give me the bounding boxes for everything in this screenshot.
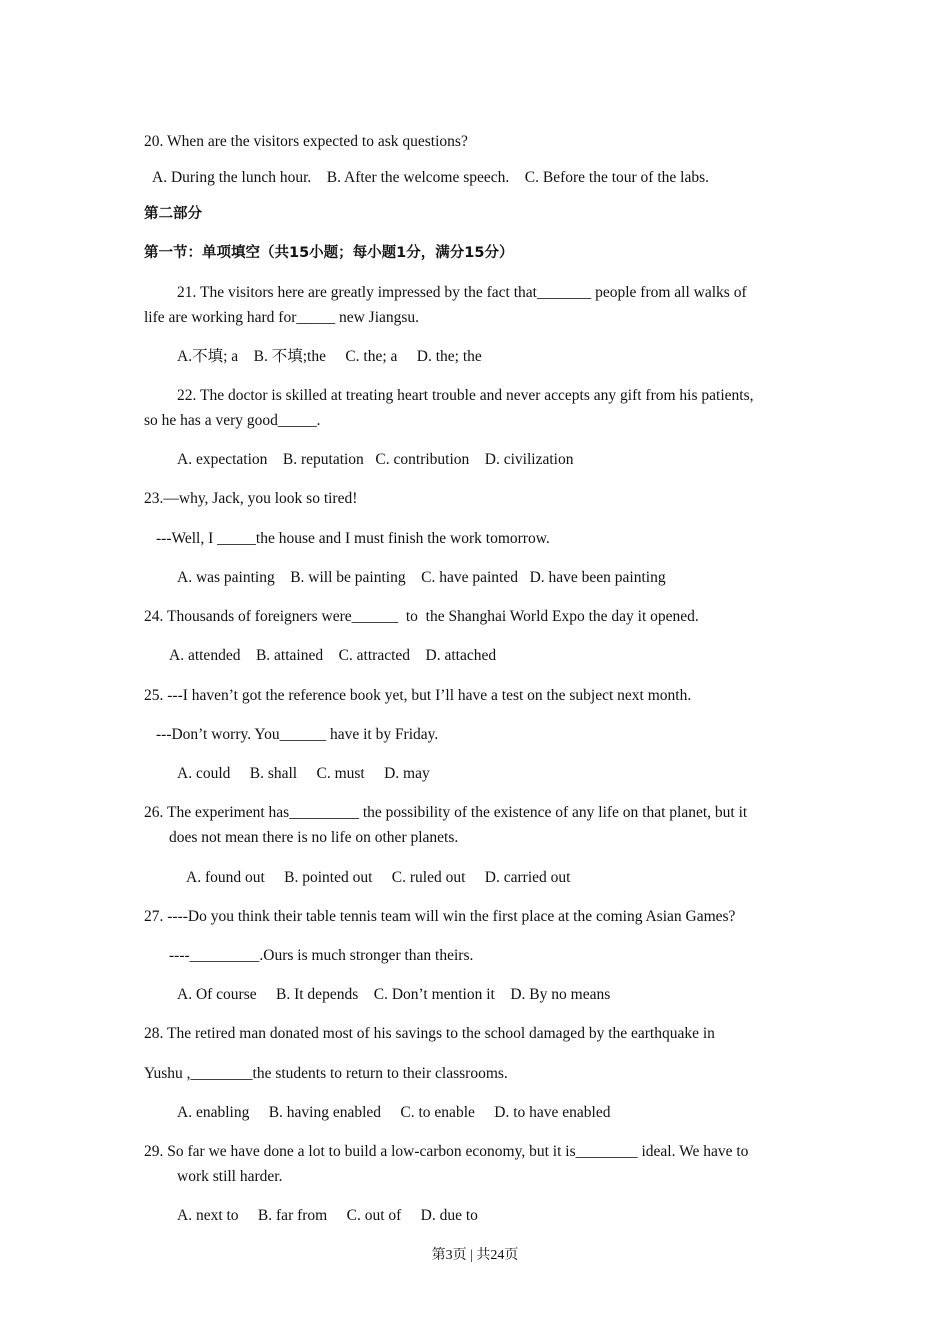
q22-stem-line1: 22. The doctor is skilled at treating heart trouble and never accepts any gift from his patients, bbox=[177, 387, 754, 404]
q24-stem: 24. Thousands of foreigners were______ to the Shanghai World Expo the day it opened. bbox=[144, 608, 699, 625]
q25-stem-line1: 25. ---I haven’t got the reference book yet, but I’ll have a test on the subject next month. bbox=[144, 687, 692, 704]
q26-options: A. found out B. pointed out C. ruled out D. carried out bbox=[186, 869, 571, 886]
q28-stem-line1: 28. The retired man donated most of his savings to the school damaged by the earthquake in bbox=[144, 1025, 715, 1042]
q20-stem: 20. When are the visitors expected to ask questions? bbox=[144, 133, 468, 150]
q28-stem-line2: Yushu ,________the students to return to their classrooms. bbox=[144, 1065, 508, 1082]
q23-stem-line1: 23.—why, Jack, you look so tired! bbox=[144, 490, 358, 507]
part-two-heading: 第二部分 bbox=[144, 206, 202, 222]
q29-options: A. next to B. far from C. out of D. due to bbox=[177, 1207, 478, 1224]
q27-stem-line2: ----_________.Ours is much stronger than theirs. bbox=[169, 947, 474, 964]
q29-stem-line1: 29. So far we have done a lot to build a low-carbon economy, but it is________ ideal. We have to bbox=[144, 1143, 749, 1160]
q28-options: A. enabling B. having enabled C. to enable D. to have enabled bbox=[177, 1104, 611, 1121]
q21-stem-line1: 21. The visitors here are greatly impressed by the fact that_______ people from all walks of bbox=[177, 284, 747, 301]
q20-options: A. During the lunch hour. B. After the welcome speech. C. Before the tour of the labs. bbox=[152, 169, 710, 186]
q21-stem-line2: life are working hard for_____ new Jiangsu. bbox=[144, 309, 420, 326]
q24-options: A. attended B. attained C. attracted D. attached bbox=[169, 647, 497, 664]
q25-stem-line2: ---Don’t worry. You______ have it by Friday. bbox=[156, 726, 439, 743]
q23-options: A. was painting B. will be painting C. have painted D. have been painting bbox=[177, 569, 666, 586]
q27-options: A. Of course B. It depends C. Don’t mention it D. By no means bbox=[177, 986, 611, 1003]
q25-options: A. could B. shall C. must D. may bbox=[177, 765, 430, 782]
q22-options: A. expectation B. reputation C. contribution D. civilization bbox=[177, 451, 574, 468]
q22-stem-line2: so he has a very good_____. bbox=[144, 412, 321, 429]
q21-options: A.不填; a B. 不填;the C. the; a D. the; the bbox=[177, 348, 482, 365]
section-one-heading: 第一节：单项填空（共15小题；每小题1分，满分15分） bbox=[144, 245, 514, 261]
q26-stem-line1: 26. The experiment has_________ the possibility of the existence of any life on that planet, but it bbox=[144, 804, 748, 821]
q23-stem-line2: ---Well, I _____the house and I must finish the work tomorrow. bbox=[156, 530, 550, 547]
q27-stem-line1: 27. ----Do you think their table tennis team will win the first place at the coming Asian Games? bbox=[144, 908, 736, 925]
q26-stem-line2: does not mean there is no life on other planets. bbox=[169, 829, 459, 846]
q29-stem-line2: work still harder. bbox=[177, 1168, 283, 1185]
page-footer: 第3页 | 共24页 bbox=[431, 1248, 519, 1263]
